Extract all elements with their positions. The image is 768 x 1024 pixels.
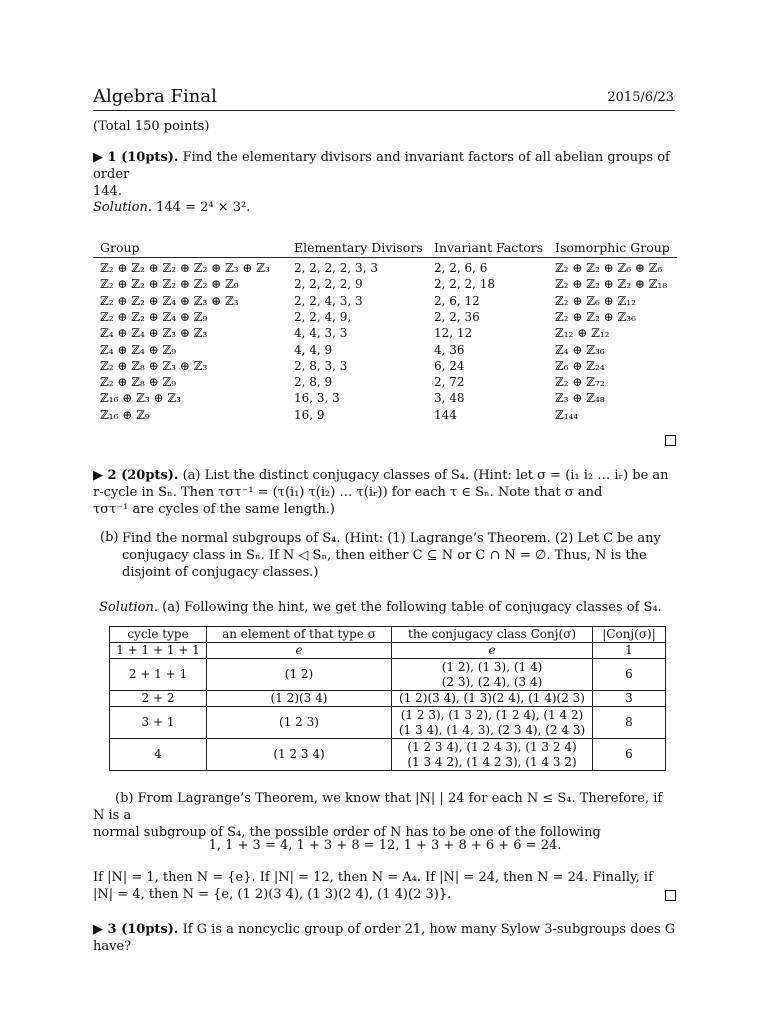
invariant-factors-cell: 12, 12 [434,326,473,341]
problem-1-text: Find the elementary divisors and invariant factors of all abelian groups of order [93,150,670,182]
invariant-factors-cell: 3, 48 [434,391,465,406]
invariant-factors-cell: 2, 6, 12 [434,293,480,308]
class-line-2: (2 3), (2 4), (3 4) [441,674,543,689]
problem-2a-line-1: (a) List the distinct conjugacy classes of S₄. (Hint: let σ = (i₁ i₂ … iᵣ) be an [178,468,669,483]
cycle-type: 2 + 2 [110,691,207,707]
problem-2b-conclusion [93,869,677,903]
table-row [110,659,666,691]
problem-2b [122,530,678,581]
problem-1-solution [93,199,677,216]
elementary-divisors-cell: 2, 8, 9 [294,375,333,390]
qed-box [665,435,676,446]
header-rule [93,110,675,111]
elementary-divisors-cell: 2, 2, 4, 9, [294,309,352,324]
conjugacy-class [392,707,593,739]
b-solution-line-1: (b) From Lagrange’s Theorem, we know that |N| | 24 for each N ≤ S₄. Therefore, if N is a [93,791,663,823]
problem-2b-line-2: conjugacy class in Sₙ. If N ◁ Sₙ, then either C ⊆ N or C ∩ N = ∅. Thus, N is the [122,548,647,563]
col-header-invariant: Invariant Factors [434,240,544,255]
group-cell: ℤ₂ ⊕ ℤ₂ ⊕ ℤ₂ ⊕ ℤ₂ ⊕ ℤ₉ [100,277,239,292]
table-row [110,707,666,739]
isomorphic-group-cell: ℤ₄ ⊕ ℤ₃₆ [555,342,605,357]
isomorphic-group-cell: ℤ₂ ⊕ ℤ₂ ⊕ ℤ₆ ⊕ ℤ₆ [555,261,663,275]
cycle-type: 3 + 1 [110,707,207,739]
problem-2 [93,467,677,518]
elementary-divisors-cell: 16, 9 [294,407,325,422]
cycle-type: 2 + 1 + 1 [110,659,207,691]
group-cell: ℤ₁₆ ⊕ ℤ₉ [100,407,150,422]
problem-2-number: ▶ 2 [93,468,117,483]
invariant-factors-cell: 2, 72 [434,375,465,390]
group-cell: ℤ₂ ⊕ ℤ₂ ⊕ ℤ₄ ⊕ ℤ₉ [100,309,208,324]
element: (1 2) [207,659,392,691]
elementary-divisors-cell: 2, 2, 2, 2, 3, 3 [294,261,378,275]
cc-header-size: |Conj(σ)| [593,627,666,643]
table-header-rule [93,257,677,258]
element: e [207,643,392,659]
b-solution-line-2: normal subgroup of S₄, the possible order of N has to be one of the following [93,825,601,840]
invariant-factors-cell: 4, 36 [434,342,465,357]
table-header-row [110,627,666,643]
conjugacy-class [392,739,593,771]
problem-1-text-2: 144. [93,184,122,199]
col-header-isomorphic: Isomorphic Group [555,240,670,255]
class-size: 1 [593,643,666,659]
elementary-divisors-cell: 4, 4, 3, 3 [294,326,348,341]
problem-3-number: ▶ 3 [93,922,117,937]
class-line-2: (1 3 4 2), (1 4 2 3), (1 4 3 2) [407,754,577,769]
class-size: 3 [593,691,666,707]
isomorphic-group-cell: ℤ₂ ⊕ ℤ₆ ⊕ ℤ₁₂ [555,293,636,308]
group-cell: ℤ₂ ⊕ ℤ₈ ⊕ ℤ₉ [100,375,177,390]
table-row [110,691,666,707]
class-line-1: (1 2), (1 3), (1 4) [441,659,543,674]
invariant-factors-cell: 2, 2, 2, 18 [434,277,496,292]
problem-1-number: ▶ 1 [93,150,117,165]
document-date: 2015/6/23 [607,90,674,105]
class-line-1: (1 2 3 4), (1 2 4 3), (1 3 2 4) [407,739,577,754]
problem-3 [93,921,677,955]
group-cell: ℤ₁₆ ⊕ ℤ₃ ⊕ ℤ₃ [100,391,181,406]
group-cell: ℤ₂ ⊕ ℤ₂ ⊕ ℤ₂ ⊕ ℤ₂ ⊕ ℤ₃ ⊕ ℤ₃ [100,261,270,275]
col-header-group: Group [100,240,140,255]
isomorphic-group-cell: ℤ₂ ⊕ ℤ₂ ⊕ ℤ₂ ⊕ ℤ₁₈ [555,277,668,292]
invariant-factors-cell: 144 [434,407,457,422]
class-size: 8 [593,707,666,739]
problem-2a-line-2: r-cycle in Sₙ. Then τστ⁻¹ = (τ(i₁) τ(i₂) … τ(iᵣ)) for each τ ∈ Sₙ. Note that σ and [93,485,603,500]
conjugacy-class-table [109,626,666,771]
element: (1 2 3 4) [207,739,392,771]
solution-label: Solution. [93,200,152,215]
invariant-factors-cell: 2, 2, 6, 6 [434,261,488,275]
elementary-divisors-cell: 2, 2, 4, 3, 3 [294,293,363,308]
group-cell: ℤ₂ ⊕ ℤ₂ ⊕ ℤ₄ ⊕ ℤ₃ ⊕ ℤ₃ [100,293,239,308]
isomorphic-group-cell: ℤ₂ ⊕ ℤ₂ ⊕ ℤ₃₆ [555,309,636,324]
table-row [110,739,666,771]
cc-header-class: the conjugacy class Conj(σ) [392,627,593,643]
total-points: (Total 150 points) [93,119,210,134]
element: (1 2 3) [207,707,392,739]
cc-header-cycle-type: cycle type [110,627,207,643]
isomorphic-group-cell: ℤ₁₂ ⊕ ℤ₁₂ [555,326,610,341]
cycle-type: 4 [110,739,207,771]
class-size: 6 [593,739,666,771]
problem-2-points: (20pts). [116,468,179,483]
problem-3-text: If G is a noncyclic group of order 21, how many Sylow 3-subgroups does G have? [93,922,676,954]
isomorphic-group-cell: ℤ₃ ⊕ ℤ₄₈ [555,391,605,406]
elementary-divisors-cell: 16, 3, 3 [294,391,340,406]
invariant-factors-cell: 6, 24 [434,358,465,373]
abelian-groups-table [93,238,677,428]
invariant-factors-cell: 2, 2, 36 [434,309,480,324]
solution-label-2: Solution. [99,600,158,615]
isomorphic-group-cell: ℤ₆ ⊕ ℤ₂₄ [555,358,605,373]
problem-1-points: (10pts). [116,150,179,165]
problem-3-points: (10pts). [116,922,179,937]
group-cell: ℤ₂ ⊕ ℤ₈ ⊕ ℤ₃ ⊕ ℤ₃ [100,358,208,373]
conjugacy-class: e [392,643,593,659]
qed-box [665,890,676,901]
cycle-type: 1 + 1 + 1 + 1 [110,643,207,659]
document-title: Algebra Final [93,86,217,107]
solution-text: 144 = 2⁴ × 3². [156,200,251,215]
table-row [110,643,666,659]
group-cell: ℤ₄ ⊕ ℤ₄ ⊕ ℤ₃ ⊕ ℤ₃ [100,326,208,341]
elementary-divisors-cell: 2, 2, 2, 2, 9 [294,277,363,292]
problem-2b-solution [93,790,677,841]
isomorphic-group-cell: ℤ₁₄₄ [555,407,579,422]
elementary-divisors-cell: 2, 8, 3, 3 [294,358,348,373]
display-equation: 1, 1 + 3 = 4, 1 + 3 + 8 = 12, 1 + 3 + 8 + 6 + 6 = 24. [208,838,562,853]
problem-2b-line-1: Find the normal subgroups of S₄. (Hint: (1) Lagrange’s Theorem. (2) Let C be any [122,531,661,546]
col-header-elementary: Elementary Divisors [294,240,423,255]
group-cell: ℤ₄ ⊕ ℤ₄ ⊕ ℤ₉ [100,342,177,357]
problem-2-solution [99,599,683,616]
conjugacy-class: (1 2)(3 4), (1 3)(2 4), (1 4)(2 3) [392,691,593,707]
class-line-2: (1 3 4), (1 4, 3), (2 3 4), (2 4 3) [398,722,586,737]
elementary-divisors-cell: 4, 4, 9 [294,342,333,357]
problem-1 [93,149,677,200]
cc-header-element: an element of that type σ [207,627,392,643]
conclusion-line-1: If |N| = 1, then N = {e}. If |N| = 12, then N = A₄. If |N| = 24, then N = 24. Finally, if [93,870,653,885]
class-line-1: (1 2 3), (1 3 2), (1 2 4), (1 4 2) [400,707,584,722]
problem-2b-label: (b) [100,530,119,545]
isomorphic-group-cell: ℤ₂ ⊕ ℤ₇₂ [555,375,605,390]
problem-2a-line-3: τστ⁻¹ are cycles of the same length.) [93,502,335,517]
conjugacy-class [392,659,593,691]
class-size: 6 [593,659,666,691]
element: (1 2)(3 4) [207,691,392,707]
solution-2-text: (a) Following the hint, we get the following table of conjugacy classes of S₄. [162,600,662,615]
conclusion-line-2: |N| = 4, then N = {e, (1 2)(3 4), (1 3)(2 4), (1 4)(2 3)}. [93,887,452,902]
problem-2b-line-3: disjoint of conjugacy classes.) [122,565,319,580]
